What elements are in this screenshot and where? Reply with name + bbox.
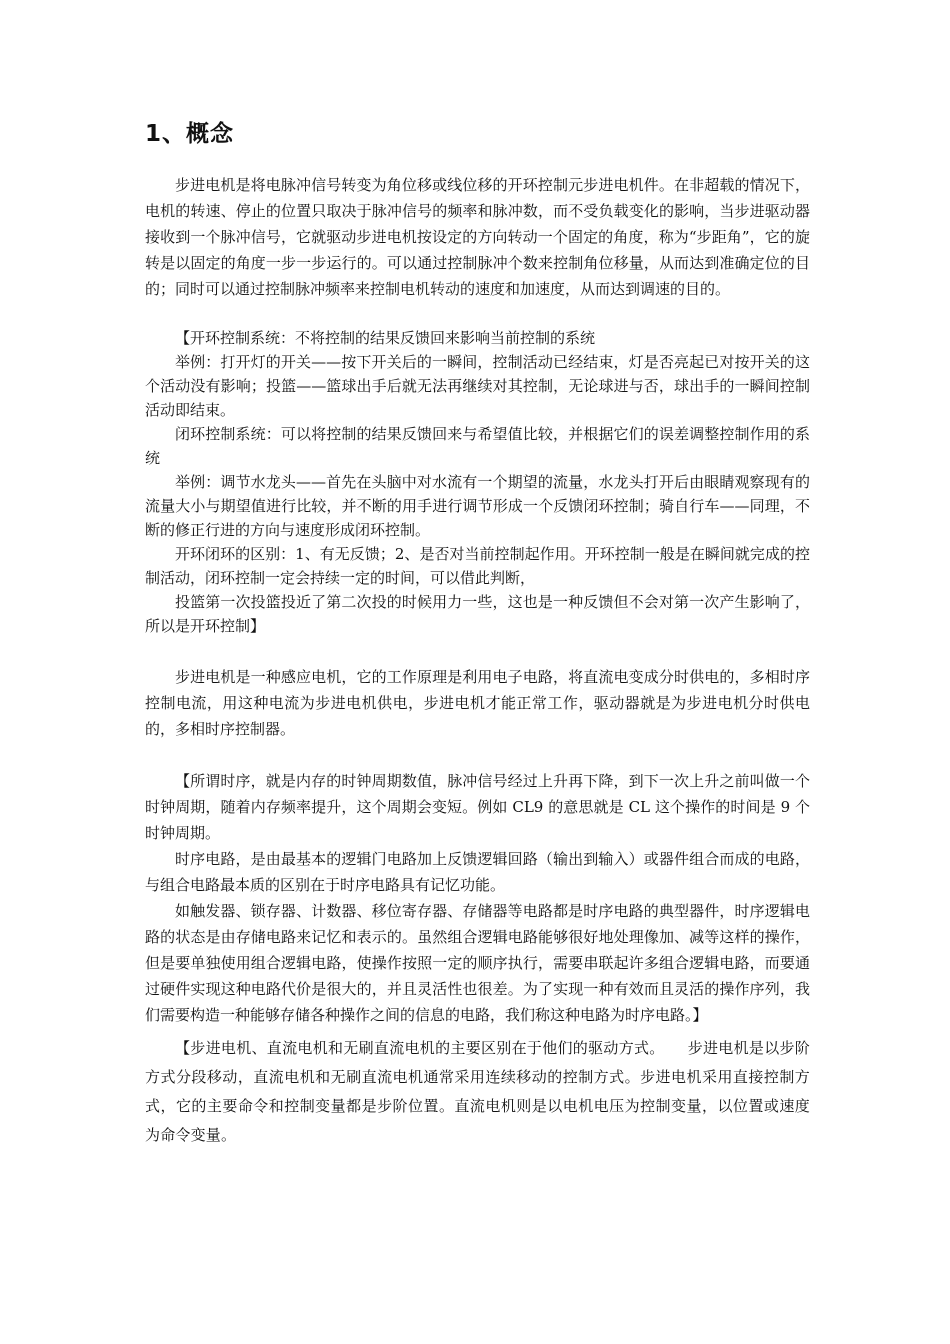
- open-closed-difference: 开环闭环的区别：1、有无反馈；2、是否对当前控制起作用。开环控制一般是在瞬间就完成的控制活动，闭环控制一定会持续一定的时间，可以借此判断，: [145, 545, 810, 587]
- document-page: [145, 118, 810, 1150]
- timing-definition: 【所谓时序，就是内存的时钟周期数值，脉冲信号经过上升再下降，到下一次上升之前叫做一个时钟周期，随着内存频率提升，这个周期会变短。例如 CL9 的意思就是 CL 这个操作的时间是 9 个时钟周期。: [145, 772, 810, 842]
- sequential-circuit-paragraph: 时序电路，是由最基本的逻辑门电路加上反馈逻辑回路（输出到输入）或器件组合而成的电路，与组合电路最本质的区别在于时序电路具有记忆功能。: [145, 850, 810, 894]
- basketball-example: 投篮第一次投篮投近了第二次投的时候用力一些，这也是一种反馈但不会对第一次产生影响了，所以是开环控制】: [145, 593, 810, 635]
- sequential-devices-paragraph: 如触发器、锁存器、计数器、移位寄存器、存储器等电路都是时序电路的典型器件，时序逻辑电路的状态是由存储电路来记忆和表示的。虽然组合逻辑电路能够很好地处理像加、减等这样的操作，但是要单独使用组合逻辑电路，使操作按照一定的顺序执行，需要串联起许多组合逻辑电路，而要通过硬件实现这种电路代价是很大的，并且灵活性也很差。为了实现一种有效而且灵活的操作序列，我们需要构造一种能够存储各种操作之间的信息的电路，我们称这种电路为时序电路。】: [145, 902, 810, 1024]
- section-heading: 1、概念: [145, 121, 235, 147]
- motor-comparison-paragraph: 【步进电机、直流电机和无刷直流电机的主要区别在于他们的驱动方式。 步进电机是以步阶方式分段移动，直流电机和无刷直流电机通常采用连续移动的控制方式。步进电机采用直接控制方式，它的主要命令和控制变量都是步阶位置。直流电机则是以电机电压为控制变量，以位置或速度为命令变量。: [145, 1039, 810, 1144]
- open-loop-definition: 【开环控制系统：不将控制的结果反馈回来影响当前控制的系统: [175, 329, 596, 347]
- intro-paragraph: 步进电机是将电脉冲信号转变为角位移或线位移的开环控制元步进电机件。在非超载的情况下，电机的转速、停止的位置只取决于脉冲信号的频率和脉冲数，而不受负载变化的影响，当步进驱动器接收到一个脉冲信号，它就驱动步进电机按设定的方向转动一个固定的角度，称为“步距角”，它的旋转是以固定的角度一步一步运行的。可以通过控制脉冲个数来控制角位移量，从而达到准确定位的目的；同时可以通过控制脉冲频率来控制电机转动的速度和加速度，从而达到调速的目的。: [145, 176, 810, 298]
- open-loop-example: 举例：打开灯的开关——按下开关后的一瞬间，控制活动已经结束，灯是否亮起已对按开关的这个活动没有影响；投篮——篮球出手后就无法再继续对其控制，无论球进与否，球出手的一瞬间控制活动即结束。: [145, 353, 810, 419]
- working-principle-paragraph: 步进电机是一种感应电机，它的工作原理是利用电子电路，将直流电变成分时供电的，多相时序控制电流，用这种电流为步进电机供电，步进电机才能正常工作，驱动器就是为步进电机分时供电的，多相时序控制器。: [145, 668, 810, 738]
- closed-loop-example: 举例：调节水龙头——首先在头脑中对水流有一个期望的流量，水龙头打开后由眼睛观察现有的流量大小与期望值进行比较，并不断的用手进行调节形成一个反馈闭环控制；骑自行车——同理，不断的修正行进的方向与速度形成闭环控制。: [145, 473, 810, 539]
- closed-loop-definition: 闭环控制系统：可以将控制的结果反馈回来与希望值比较，并根据它们的误差调整控制作用的系统: [145, 425, 810, 467]
